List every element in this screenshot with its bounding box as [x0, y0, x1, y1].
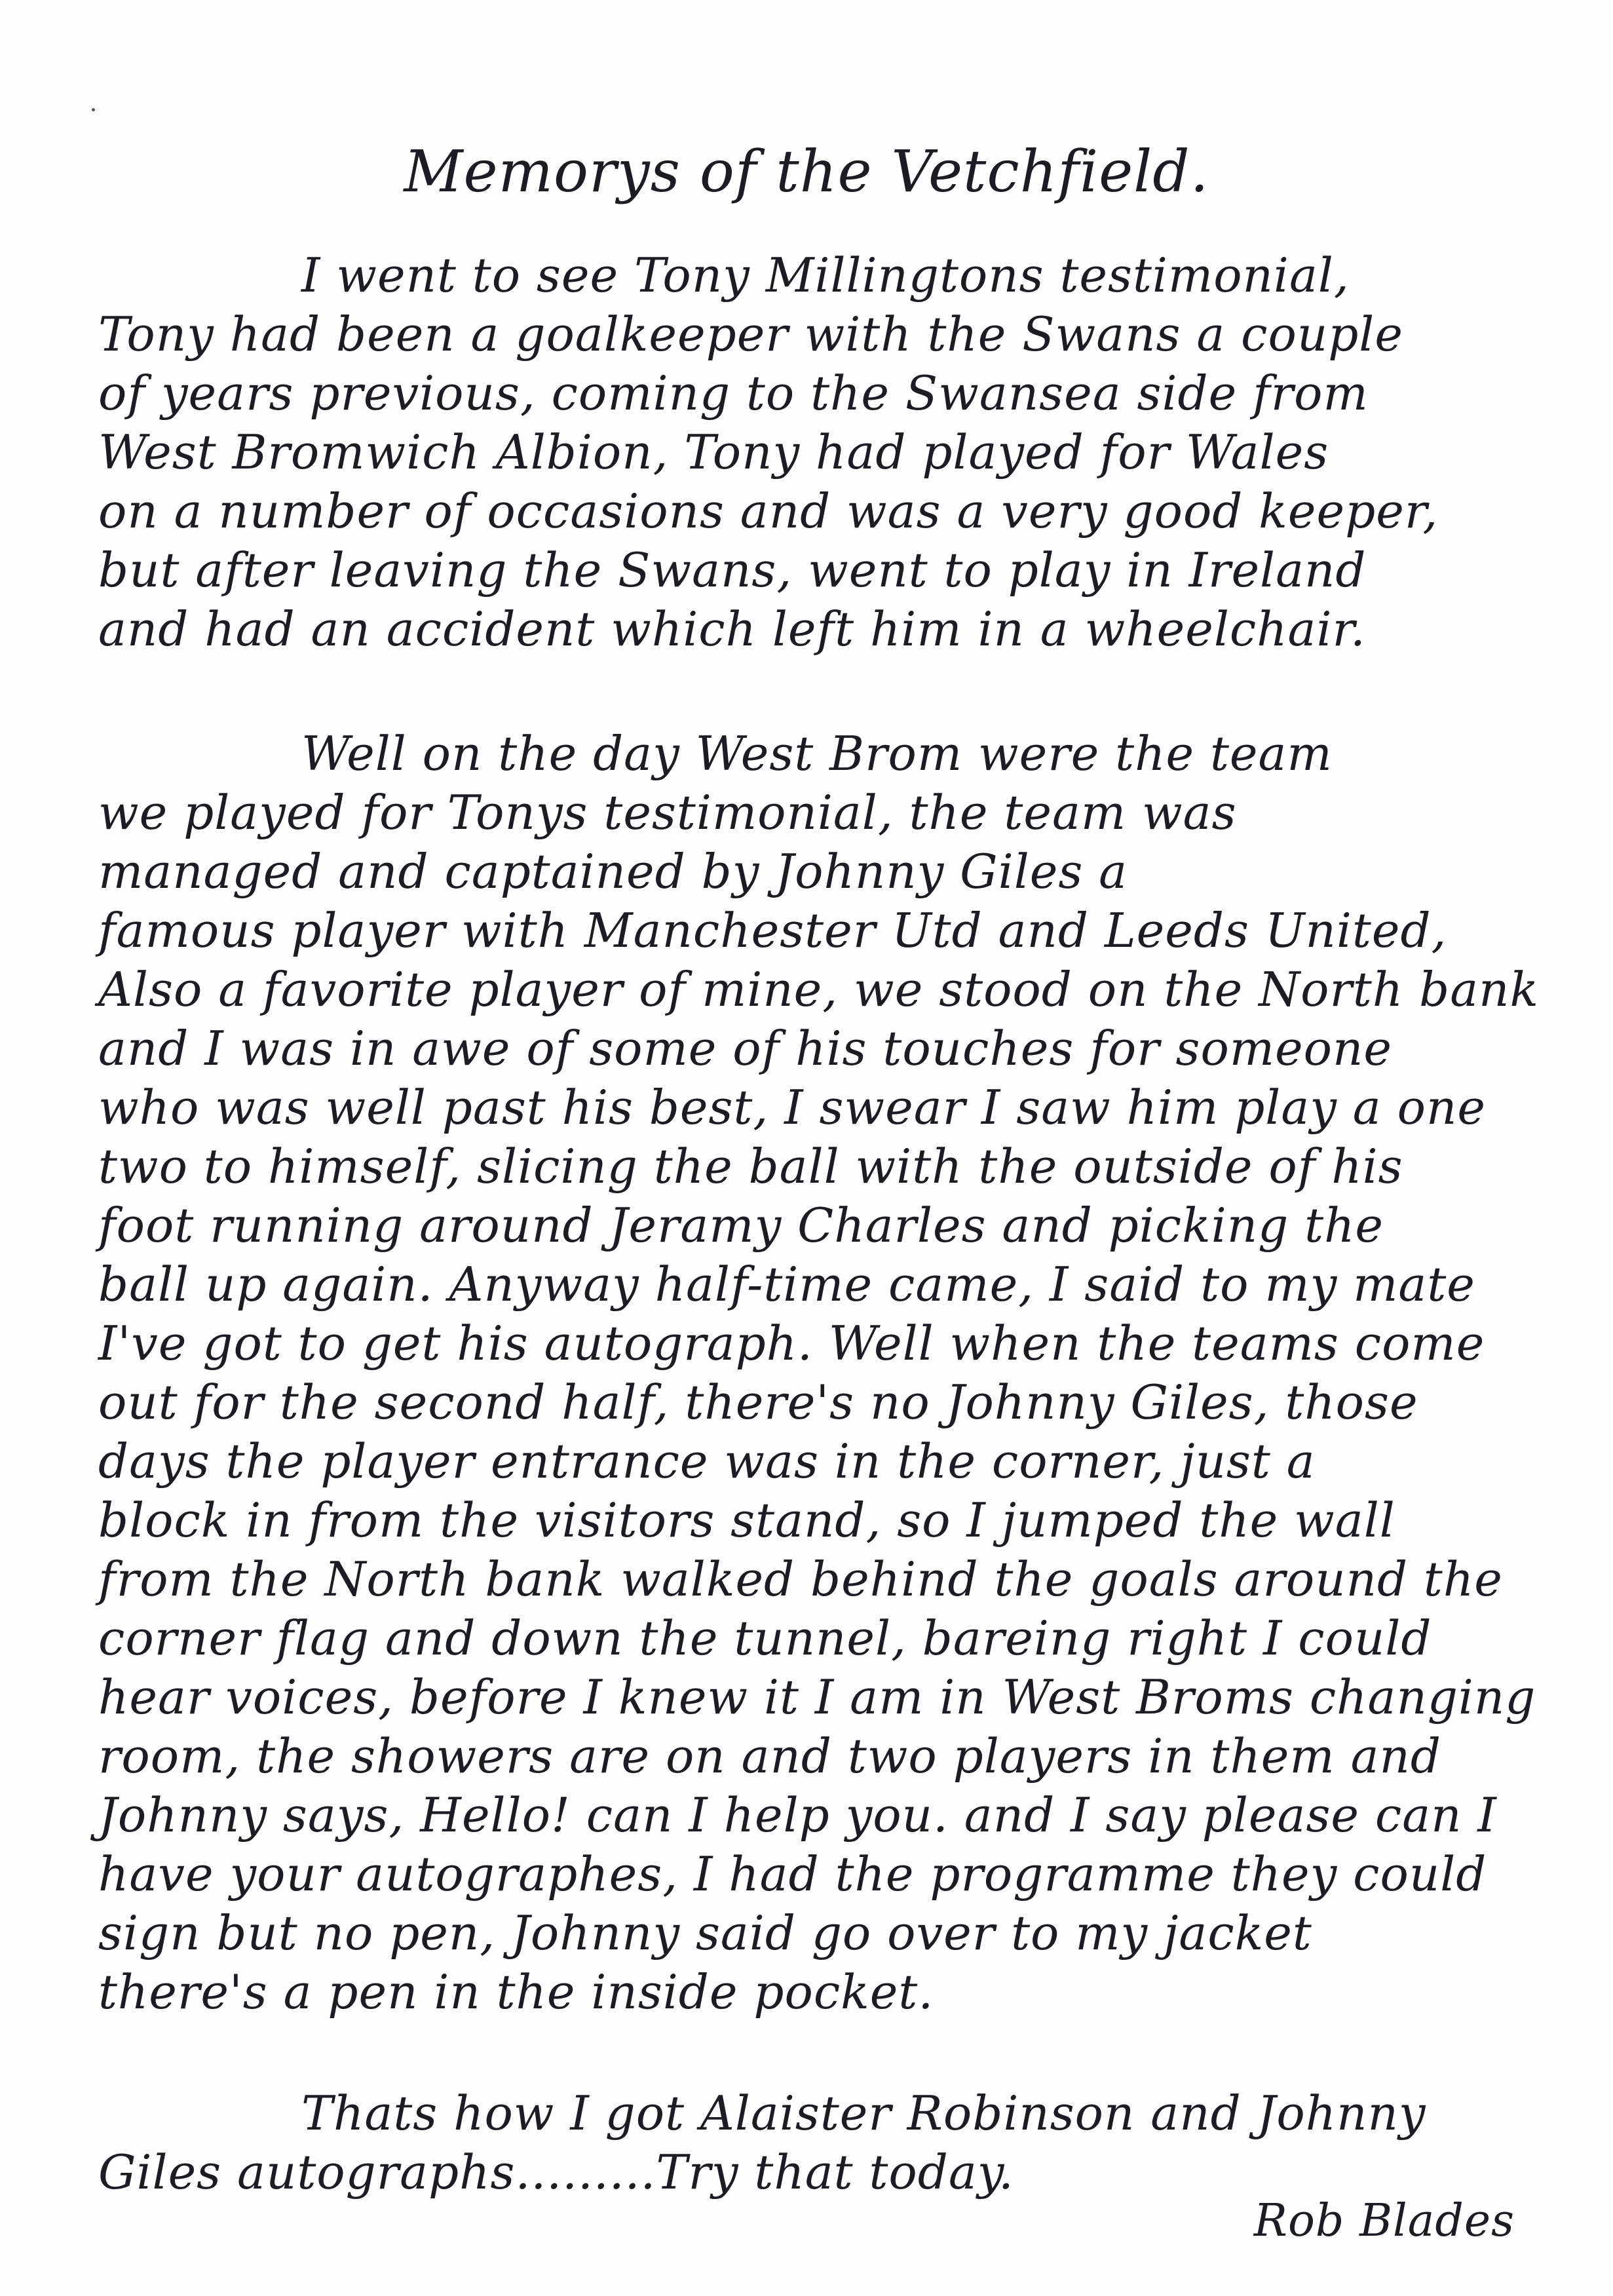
paragraph-3: [98, 2084, 1553, 2202]
text-line: block in from the visitors stand, so I jumped the wall: [98, 1493, 1395, 1548]
text-line: hear voices, before I knew it I am in West Broms changing: [98, 1670, 1536, 1725]
text-line: Tony had been a goalkeeper with the Swans a couple: [98, 307, 1403, 362]
author-signature: Rob Blades: [1253, 2195, 1515, 2247]
text-line: Thats how I got Alaister Robinson and Johnny: [301, 2086, 1426, 2141]
text-line: I went to see Tony Millingtons testimonial,: [301, 248, 1350, 303]
text-line: but after leaving the Swans, went to play in Ireland: [98, 543, 1367, 598]
text-line: room, the showers are on and two players in them and: [98, 1729, 1441, 1784]
text-line: have your autographes, I had the programme they could: [98, 1846, 1487, 1902]
text-line: West Bromwich Albion, Tony had played for Wales: [98, 425, 1329, 480]
text-line: managed and captained by Johnny Giles a: [98, 844, 1128, 899]
text-line: Well on the day West Brom were the team: [301, 726, 1333, 781]
text-line: and had an accident which left him in a wheelchair.: [98, 602, 1366, 657]
text-line: and I was in awe of some of his touches for someone: [98, 1021, 1392, 1076]
text-line: sign but no pen, Johnny said go over to my jacket: [98, 1905, 1312, 1961]
paragraph-2: [98, 724, 1553, 2021]
text-line: on a number of occasions and was a very good keeper,: [98, 484, 1439, 539]
letter-title: Memorys of the Vetchfield.: [404, 138, 1209, 205]
text-line: who was well past his best, I swear I saw him play a one: [98, 1080, 1486, 1135]
text-line: foot running around Jeramy Charles and picking the: [98, 1198, 1384, 1253]
text-line: I've got to get his autograph. Well when the teams come: [98, 1316, 1485, 1371]
text-line: Also a favorite player of mine, we stood on the North bank: [98, 962, 1540, 1017]
text-line: days the player entrance was in the corner, just a: [98, 1434, 1316, 1489]
text-line: ball up again. Anyway half-time came, I said to my mate: [98, 1257, 1475, 1312]
ink-speck: [92, 108, 95, 111]
text-line: two to himself, slicing the ball with the outside of his: [98, 1139, 1403, 1194]
text-line: of years previous, coming to the Swansea side from: [98, 366, 1369, 421]
paragraph-1: [98, 246, 1553, 659]
text-line: Johnny says, Hello! can I help you. and I say please can I: [98, 1788, 1497, 1843]
text-line: corner flag and down the tunnel, bareing right I could: [98, 1611, 1432, 1666]
text-line: Giles autographs.........Try that today.: [98, 2145, 1014, 2200]
text-line: we played for Tonys testimonial, the team was: [98, 785, 1237, 840]
text-line: there's a pen in the inside pocket.: [98, 1964, 934, 2019]
text-line: from the North bank walked behind the goals around the: [98, 1552, 1503, 1607]
text-line: out for the second half, there's no Johnny Giles, those: [98, 1375, 1418, 1430]
text-line: famous player with Manchester Utd and Leeds United,: [98, 903, 1447, 958]
